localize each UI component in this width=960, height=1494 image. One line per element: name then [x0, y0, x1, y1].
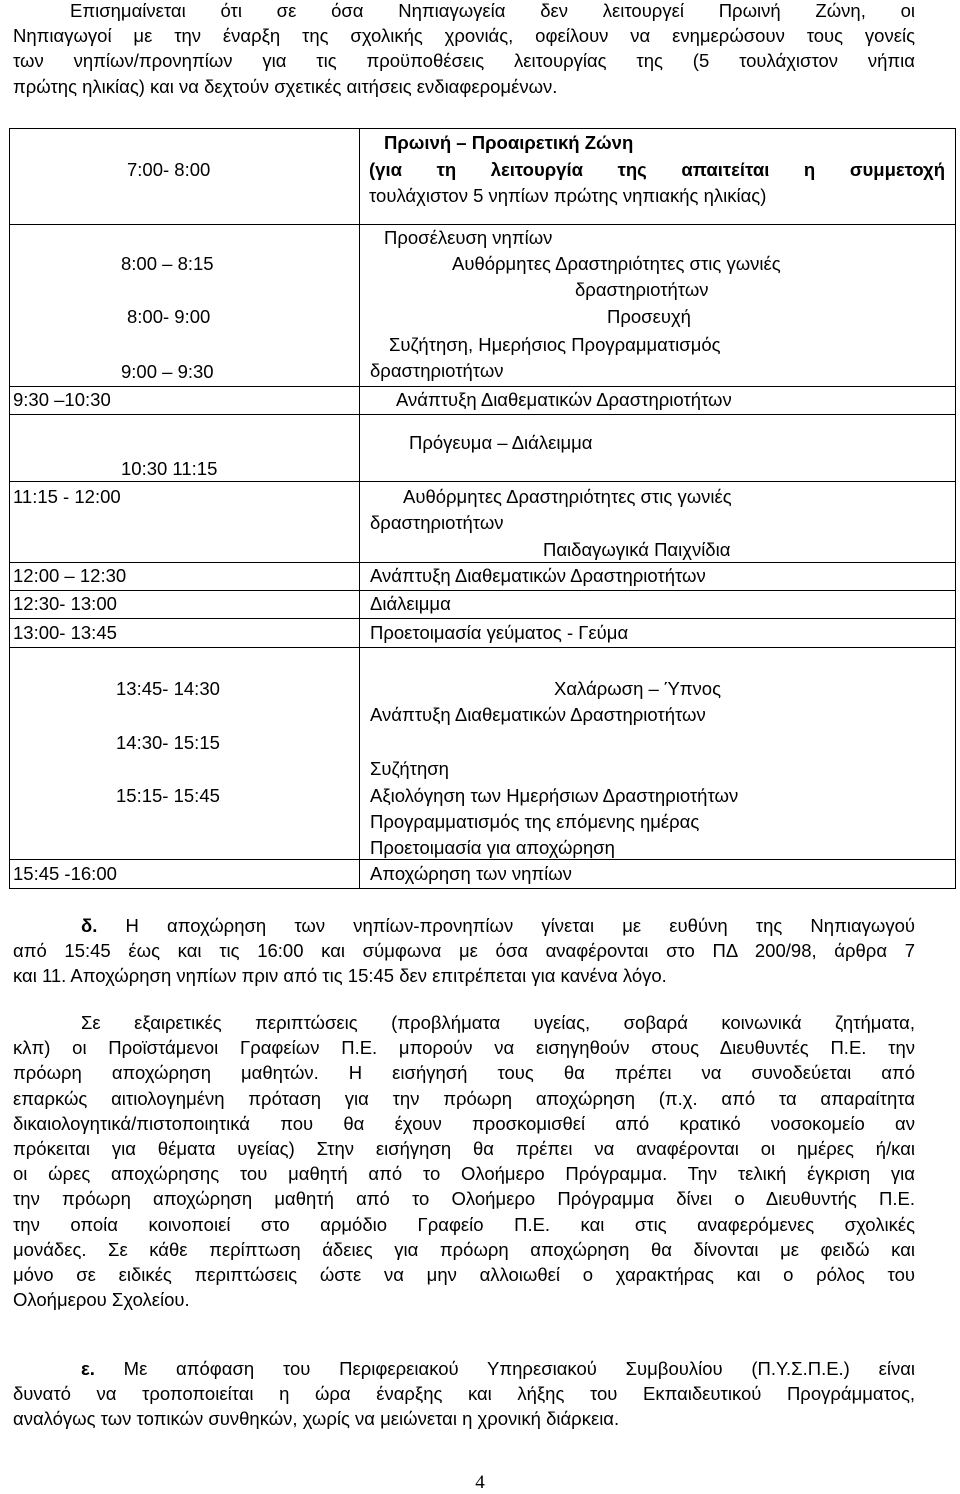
- exceptions-line: κλπ) οι Προϊστάμενοι Γραφείων Π.Ε. μπορούν να εισηγηθούν στους Διευθυντές Π.Ε. την: [13, 1037, 915, 1059]
- activity-cell: Ανάπτυξη Διαθεματικών Δραστηριοτήτων: [370, 565, 706, 586]
- time-cell: 8:00- 9:00: [127, 306, 211, 327]
- exceptions-line: πρόκειται για θέματα υγείας) Στην εισήγηση θα πρέπει να αναφέρονται οι ημέρες ή/και: [13, 1138, 915, 1160]
- exceptions-line: οι ώρες αποχώρησης του μαθητή από το Ολοήμερο Πρόγραμμα. Την τελική έγκριση για: [13, 1163, 915, 1185]
- activity-cell: Χαλάρωση – Ύπνος: [554, 678, 721, 699]
- morning-zone-note: (για τη λειτουργία της απαιτείται η συμμετοχή: [369, 159, 945, 180]
- time-cell: 8:00 – 8:15: [121, 253, 214, 274]
- exceptions-line: μόνο σε ειδικές περιπτώσεις ώστε να μην αλλοιωθεί ο χαρακτήρας και ο ρόλος του: [13, 1264, 915, 1286]
- table-row-arrival: [10, 225, 955, 387]
- activity-cell: Προετοιμασία για αποχώρηση: [370, 837, 615, 858]
- section-d-line: [13, 913, 915, 938]
- schedule-table: [9, 128, 956, 889]
- activity-cell: Συζήτηση: [370, 758, 449, 779]
- morning-zone-note: τουλάχιστον 5 νηπίων πρώτης νηπιακής ηλικίας): [369, 185, 767, 206]
- activity-cell: Αυθόρμητες Δραστηριότητες στις γωνιές: [403, 486, 732, 507]
- activity-cell: Προσευχή: [607, 306, 691, 327]
- section-e-paragraph: [13, 1356, 915, 1432]
- table-row: [10, 482, 955, 563]
- table-row-afternoon: [10, 648, 955, 860]
- activity-cell: δραστηριοτήτων: [370, 360, 504, 381]
- time-cell: 9:30 –10:30: [13, 389, 111, 410]
- time-cell: 9:00 – 9:30: [121, 361, 214, 382]
- section-d-line: και 11. Αποχώρηση νηπίων πριν από τις 15:45 δεν επιτρέπεται για κανένα λόγο.: [13, 965, 667, 987]
- intro-line: Επισημαίνεται ότι σε όσα Νηπιαγωγεία δεν λειτουργεί Πρωινή Ζώνη, οι: [70, 0, 915, 21]
- activity-cell: δραστηριοτήτων: [575, 279, 709, 300]
- time-cell: 14:30- 15:15: [116, 732, 220, 753]
- time-cell: 13:45- 14:30: [116, 678, 220, 699]
- intro-line: πρώτης ηλικίας) και να δεχτούν σχετικές αιτήσεις ενδιαφερομένων.: [13, 75, 558, 97]
- time-cell: 12:00 – 12:30: [13, 565, 127, 586]
- time-cell: 12:30- 13:00: [13, 593, 117, 614]
- intro-line: Νηπιαγωγοί με την έναρξη της σχολικής χρονιάς, οφείλουν να ενημερώσουν τους γονείς: [13, 25, 915, 47]
- exceptions-line: επαρκώς αιτιολογημένη πρόταση για την πρόωρη αποχώρηση (π.χ. από τα απαραίτητα: [13, 1087, 915, 1109]
- section-d-text: Η αποχώρηση των νηπίων-προνηπίων γίνεται με ευθύνη της Νηπιαγωγού: [97, 915, 915, 936]
- activity-cell: Διάλειμμα: [370, 593, 451, 614]
- section-d-label: δ.: [81, 915, 98, 936]
- activity-cell: Αυθόρμητες Δραστηριότητες στις γωνιές: [452, 253, 781, 274]
- section-d-paragraph: [13, 913, 915, 989]
- exceptions-line: δικαιολογητικά/πιστοποιητικά που θα έχουν προσκομισθεί από κρατικό νοσοκομείο αν: [13, 1112, 915, 1134]
- activity-cell: Ανάπτυξη Διαθεματικών Δραστηριοτήτων: [370, 704, 706, 725]
- activity-cell: Αποχώρηση των νηπίων: [370, 863, 572, 884]
- time-cell: 15:15- 15:45: [116, 785, 220, 806]
- activity-cell: δραστηριοτήτων: [370, 512, 504, 533]
- time-cell: 11:15 - 12:00: [13, 486, 121, 507]
- exceptions-line: την πρόωρη αποχώρηση μαθητή από το Ολοήμερο Πρόγραμμα δίνει ο Διευθυντής Π.Ε.: [13, 1188, 915, 1210]
- intro-paragraph: [13, 0, 915, 99]
- section-e-text: Με απόφαση του Περιφερειακού Υπηρεσιακού Συμβουλίου (Π.Υ.Σ.Π.Ε.) είναι: [94, 1358, 915, 1379]
- exceptions-line: Σε εξαιρετικές περιπτώσεις (προβλήματα υγείας, σοβαρά κοινωνικά ζητήματα,: [81, 1012, 915, 1033]
- activity-cell: Προσέλευση νηπίων: [384, 227, 553, 248]
- time-cell: 7:00- 8:00: [127, 159, 211, 180]
- time-cell: 10:30 11:15: [121, 458, 218, 479]
- exceptions-line: την οποία κοινοποιεί στο αρμόδιο Γραφείο Π.Ε. και στις αναφερόμενες σχολικές: [13, 1213, 915, 1235]
- page-number: 4: [475, 1472, 485, 1493]
- table-row: [10, 619, 955, 648]
- time-cell: 13:00- 13:45: [13, 622, 117, 643]
- activity-cell: Προγραμματισμός της επόμενης ημέρας: [370, 811, 700, 832]
- exceptions-line: πρόωρη αποχώρηση μαθητών. Η εισήγησή τους θα πρέπει να συνοδεύεται από: [13, 1062, 915, 1084]
- activity-cell: Συζήτηση, Ημερήσιος Προγραμματισμός: [389, 334, 721, 355]
- table-row: [10, 591, 955, 619]
- section-e-line: δυνατό να τροποποιείται η ώρα έναρξης και λήξης του Εκπαιδευτικού Προγράμματος,: [13, 1383, 915, 1405]
- activity-cell: Προετοιμασία γεύματος - Γεύμα: [370, 622, 629, 643]
- exceptions-line: μονάδες. Σε κάθε περίπτωση άδειες για πρόωρη αποχώρηση θα δίνονται με φειδώ και: [13, 1238, 915, 1260]
- section-e-label: ε.: [81, 1358, 95, 1379]
- table-row: [10, 415, 955, 482]
- morning-zone-title: Πρωινή – Προαιρετική Ζώνη: [384, 132, 634, 153]
- exceptions-line: Ολοήμερου Σχολείου.: [13, 1289, 190, 1311]
- activity-cell: Πρόγευμα – Διάλειμμα: [409, 432, 593, 453]
- table-row: [10, 563, 955, 591]
- table-row: [10, 387, 955, 415]
- exceptions-paragraph: [13, 1010, 915, 1312]
- table-row-morning-zone: [10, 129, 955, 225]
- activity-cell: Αξιολόγηση των Ημερήσιων Δραστηριοτήτων: [370, 785, 739, 806]
- section-e-line: αναλόγως των τοπικών συνθηκών, χωρίς να μειώνεται η χρονική διάρκεια.: [13, 1408, 620, 1430]
- activity-cell: Ανάπτυξη Διαθεματικών Δραστηριοτήτων: [396, 389, 732, 410]
- activity-cell: Παιδαγωγικά Παιχνίδια: [543, 539, 731, 560]
- section-e-line: [13, 1356, 915, 1381]
- time-cell: 15:45 -16:00: [13, 863, 117, 884]
- table-row: [10, 860, 955, 889]
- section-d-line: από 15:45 έως και τις 16:00 και σύμφωνα με όσα αναφέρονται στο ΠΔ 200/98, άρθρα 7: [13, 940, 915, 962]
- intro-line: των νηπίων/προνηπίων για τις προϋποθέσεις λειτουργίας της (5 τουλάχιστον νήπια: [13, 50, 915, 72]
